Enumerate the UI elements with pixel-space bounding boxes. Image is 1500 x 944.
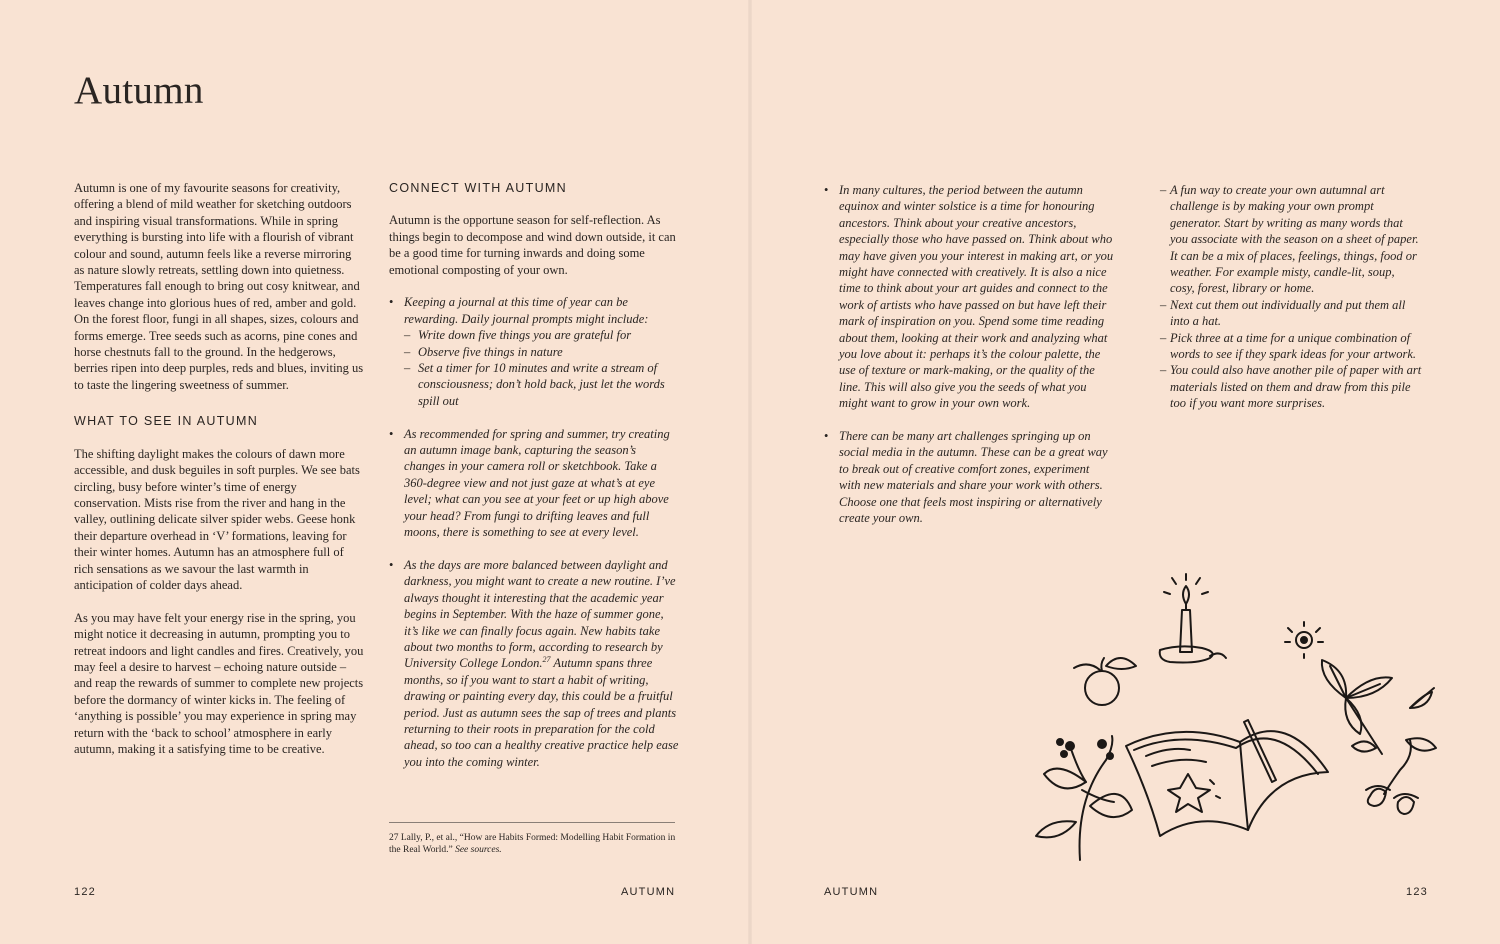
what-to-see-paragraph-2: As you may have felt your energy rise in the spring, you might notice it decreasing in autumn, prompting you to retreat indoors and light candles and fires. Creatively, you may feel a desire to harvest – echoing nature outside – and reap the rewards of summer to complete new projects before the dormancy of winter kicks in. The feeling of ‘anything is possible’ you may experience in spring may return with the ‘back to school’ atmosphere in early autumn, making it a satisfying time to be creative. [74,610,364,756]
journal-prompt: – Set a timer for 10 minutes and write a stream of consciousness; don’t hold back, just let the words spill out [404,360,679,409]
footnote-reference[interactable]: 27 [542,655,551,665]
bullet-art-challenges: • There can be many art challenges springing up on social media in the autumn. These can be a great way to break out of creative comfort zones, experiment with new materials and share your work with others. Choose one that feels most inspiring or alternatively create your own. [824,428,1114,526]
bullet-journal-text: Keeping a journal at this time of year can be rewarding. Daily journal prompts might include: [404,295,649,326]
bullet-new-routine-text-2: Autumn spans three months, so if you want to start a habit of writing, drawing or painting every day, this could be a fruitful period. Just as autumn sees the sap of trees and plants returning to their roots in preparation for the cold ahead, so too can a healthy creative practice help ease you into the coming winter. [404,656,679,769]
acorn-icon [1352,738,1436,814]
open-book-icon [1126,720,1328,836]
page-gutter [748,0,752,944]
journal-prompt: – Observe five things in nature [404,344,679,360]
footnote-divider [389,822,675,823]
footnote-text: 27 Lally, P., et al., “How are Habits Formed: Modelling Habit Formation in the Real World.” [389,833,676,855]
prompt-generator-step: – A fun way to create your own autumnal art challenge is by making your own prompt generator. Start by writing as many words that you associate with the season on a sheet of paper. It can be a mix of places, feelings, things, food or weather. For example misty, candle-lit, soup, cosy, forest, library or home. [1160,182,1422,297]
candle-icon [1160,574,1226,663]
page-number-left: 122 [74,886,96,898]
connect-heading: CONNECT WITH AUTUMN [389,181,567,195]
running-head-left: AUTUMN [621,886,676,898]
left-column-1 [74,180,364,774]
left-column-2 [389,180,679,787]
right-column-2 [1160,182,1422,412]
autumn-still-life-illustration [1030,570,1450,870]
small-leaf-icon [1410,688,1434,708]
what-to-see-heading: WHAT TO SEE IN AUTUMN [74,414,259,429]
sun-flower-icon [1285,622,1323,658]
journal-prompt: – Write down five things you are grateful for [404,327,679,343]
prompt-generator-step: – Pick three at a time for a unique combination of words to see if they spark ideas for your artwork. [1160,330,1422,363]
running-head-right: AUTUMN [824,886,879,898]
page-title: Autumn [74,69,204,112]
bullet-new-routine-text-1: As the days are more balanced between daylight and darkness, you might want to create a new routine. I’ve always thought it interesting that the academic year begins in September. With the haze of summer gone, it’s like we can finally focus again. New habits take about two months to form, according to research by University College London. [404,557,676,671]
connect-bullet-list [389,294,679,770]
bullet-journal [389,294,679,409]
bullet-new-routine [389,557,679,770]
apple-icon [1074,658,1136,705]
prompt-generator-list [1160,182,1422,412]
right-column-1 [824,182,1114,543]
prompt-generator-step: – You could also have another pile of paper with art materials listed on them and draw from this pile too if you want more surprises. [1160,362,1422,411]
berry-branch-icon [1036,736,1132,860]
footnote [389,832,679,856]
bullet-ancestors: • In many cultures, the period between the autumn equinox and winter solstice is a time for honouring ancestors. Think about your creative ancestors, especially those who have passed on. Think about who may have given you your interest in making art, or you might have connected with creatively. It is also a nice time to think about your art guides and connect to the work of artists who have passed on but have left their mark of inspiration on you. Spend some time reading about them, looking at their work and analyzing what you love about it: perhaps it’s the colour palette, the use of texture or mark-making, or the quality of the line. This will also give you the seeds of what you might want to grow in your own work. [824,182,1114,412]
what-to-see-paragraph-1: The shifting daylight makes the colours of dawn more accessible, and dusk beguiles in soft purples. We see bats circling, busy before winter’s time of energy conservation. Mists rise from the river and hang in the valley, outlining delicate silver spider webs. Geese honk their departure overhead in ‘V’ formations, leaving for their winter homes. Autumn has an atmosphere full of rich sensations as we savour the last warmth in anticipation of colder days ahead. [74,446,360,592]
bullet-image-bank: • As recommended for spring and summer, try creating an autumn image bank, capturing the season’s changes in your camera roll or sketchbook. Take a 360-degree view and not just gaze at what’s at eye level; what can you see at your feet or up high above your head? From fungi to drifting leaves and full moons, there is something to see at every level. [389,426,679,541]
leaf-icon [1322,660,1392,754]
journal-prompts-list [404,327,679,409]
connect-intro: Autumn is the opportune season for self-reflection. As things begin to decompose and wind down outside, it can be a good time for turning inwards and doing some emotional composting of your own. [389,213,676,277]
prompt-generator-step: – Next cut them out individually and put them all into a hat. [1160,297,1422,330]
right-bullet-list [824,182,1114,527]
page-number-right: 123 [1406,886,1428,898]
footnote-see-sources: See sources. [452,845,502,855]
intro-paragraph: Autumn is one of my favourite seasons for creativity, offering a blend of mild weather for sketching outdoors and inspiring visual transformations. While in spring everything is bursting into life with a flourish of vibrant colour and sound, autumn feels like a reverse mirroring as nature slowly retreats, settling down into quietness. Temperatures fall enough to bring out cosy knitwear, and leaves change into glorious hues of red, amber and gold. On the forest floor, fungi in all shapes, sizes, colours and forms emerge. Tree seeds such as acorns, pine cones and horse chestnuts fall to the ground. In the hedgerows, berries ripen into deep purples, reds and blues, inviting us to taste the lingering sweetness of summer. [74,181,364,392]
